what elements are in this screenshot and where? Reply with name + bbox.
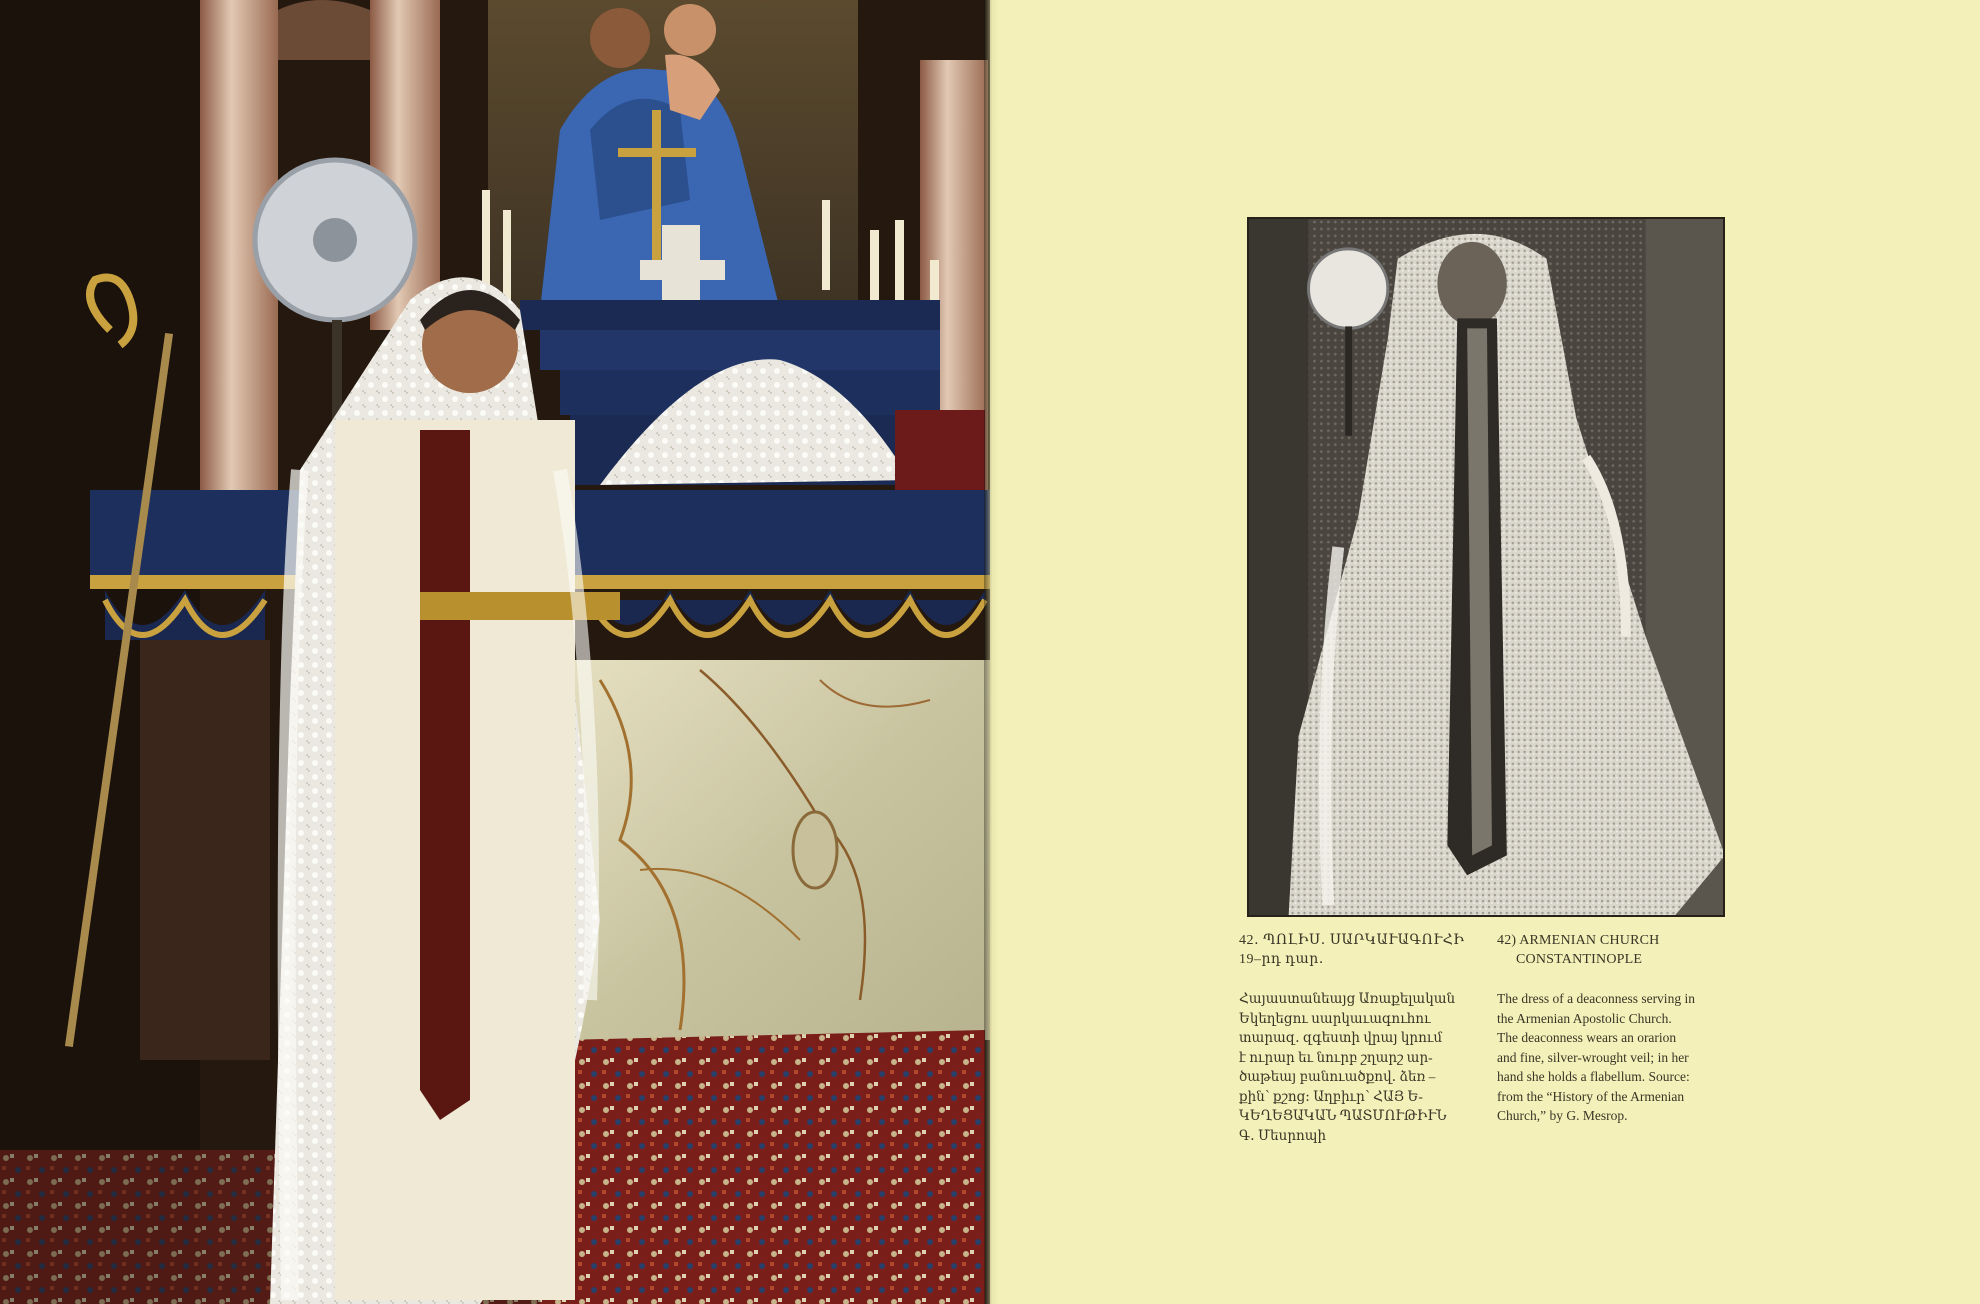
english-title-line-1: 42) ARMENIAN CHURCH [1497,933,1660,948]
armenian-title-line-1: 42․ ՊՈԼԻՍ․ ՍԱՐԿԱՒԱԳՈՒՀԻ [1239,933,1465,948]
armenian-body-line: ԿԵՂԵՑԱԿԱՆ ՊԱՏՄՈՒԹԻՒՆ [1239,1108,1447,1123]
right-page [998,0,1980,1304]
english-body-line: from the “History of the Armenian [1497,1088,1685,1104]
armenian-body-line: Գ․ Մեսրոպի [1239,1127,1327,1143]
armenian-title-line-2: 19–րդ դար․ [1239,952,1324,967]
armenian-body-line: տարազ․ զգեստի վրայ կրում [1239,1030,1443,1045]
english-body-line: Church,” by G. Mesrop. [1497,1108,1628,1123]
english-caption-title [1497,931,1697,969]
armenian-body-line: Եկեղեցու սարկաւագուհու [1239,1010,1431,1026]
english-body-line: and fine, silver-wrought veil; in her [1497,1049,1689,1065]
armenian-caption-title [1239,931,1469,969]
english-body-line: The deaconness wears an orarion [1497,1030,1677,1045]
english-body-line: hand she holds a flabellum. Source: [1497,1069,1690,1084]
deaconess-figure [1249,219,1723,915]
historical-bw-photograph [1247,217,1725,917]
english-body-line: the Armenian Apostolic Church. [1497,1010,1672,1026]
armenian-body-line: է ուրար եւ նուրբ շղարշ ար- [1239,1049,1433,1065]
armenian-body-line: Հայաստանեայց Առաքելական [1239,991,1456,1006]
book-gutter [984,0,998,1304]
english-body-line: The dress of a deaconness serving in [1497,991,1695,1006]
armenian-caption-body [1239,989,1469,1145]
english-caption-body [1497,989,1732,1126]
english-title-line-2: CONSTANTINOPLE [1516,952,1643,967]
armenian-body-line: ծաթեայ բանուածքով․ ձեռ – [1239,1069,1436,1084]
armenian-body-line: քին՝ քշոց։ Աղբիւր՝ ՀԱՅ Ե- [1239,1088,1423,1104]
